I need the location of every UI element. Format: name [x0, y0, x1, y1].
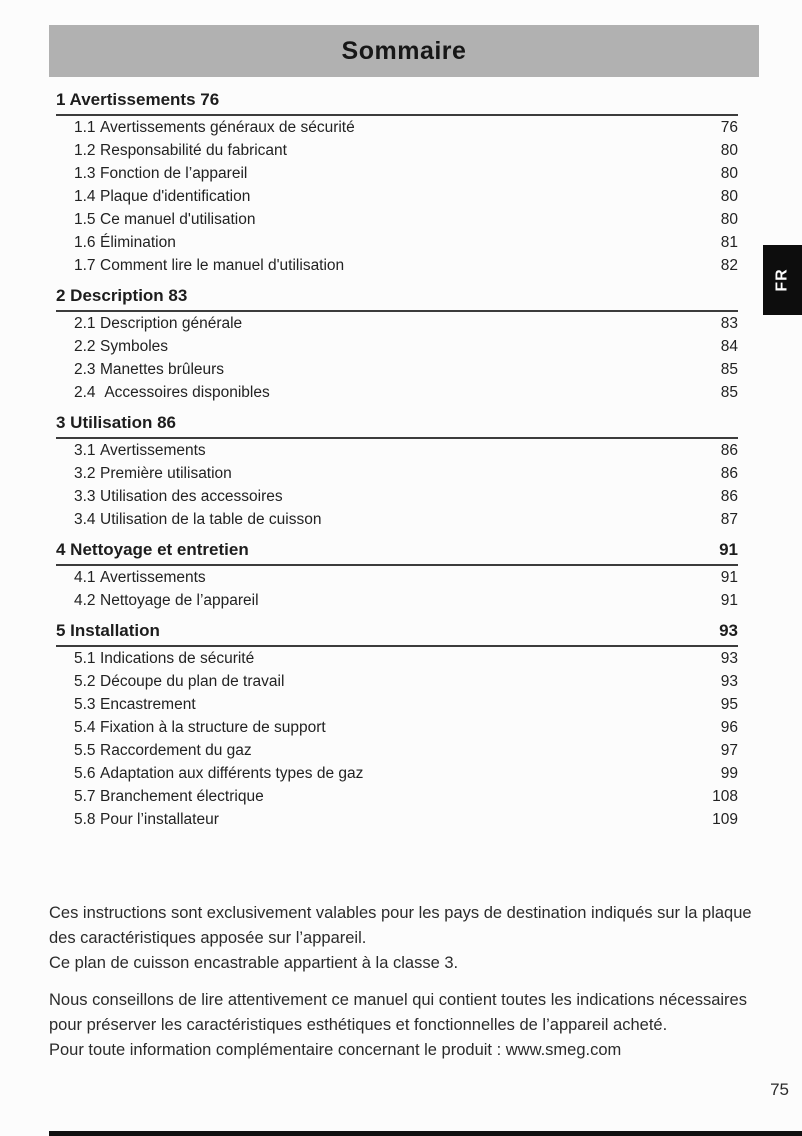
- toc-section-page: 91: [719, 540, 738, 559]
- toc-entry-page: 85: [720, 384, 738, 401]
- toc-entry-title: Branchement électrique: [100, 788, 264, 805]
- toc-entry-page: 85: [720, 361, 738, 378]
- toc-entry: [56, 162, 738, 185]
- page-title: Sommaire: [341, 36, 467, 65]
- toc-entry: [56, 508, 738, 531]
- bottom-rule: [49, 1131, 802, 1136]
- toc-entry-number: 2.3: [74, 361, 96, 378]
- toc-entry: [56, 185, 738, 208]
- toc-entry: [56, 231, 738, 254]
- toc-entry-page: 96: [720, 719, 738, 736]
- toc-entry-number: 5.2: [74, 673, 96, 690]
- toc-entry-number: 1.2: [74, 142, 96, 159]
- toc-entry-title: Symboles: [100, 338, 169, 355]
- toc-entry-page: 84: [720, 338, 738, 355]
- toc-entry: [56, 785, 738, 808]
- toc-entry-title: Fonction de l’appareil: [100, 165, 248, 182]
- footer-notes: [49, 901, 753, 1063]
- toc-entry: [56, 589, 738, 612]
- toc-entry-number: 1.5: [74, 211, 96, 228]
- toc-entry: [56, 358, 738, 381]
- toc-entry-page: 80: [720, 211, 738, 228]
- toc-entry-title: Raccordement du gaz: [100, 742, 252, 759]
- toc-entry-page: 76: [720, 119, 738, 136]
- toc-entry: [56, 739, 738, 762]
- toc-entry-page: 82: [720, 257, 738, 274]
- toc-entry: [56, 312, 738, 335]
- toc-section-label: 1 Avertissements 76: [56, 90, 220, 109]
- toc-entry-title: Utilisation des accessoires: [100, 488, 283, 505]
- toc-section-label: 4 Nettoyage et entretien: [56, 540, 249, 559]
- language-tab-label: FR: [773, 268, 791, 292]
- toc-entry: [56, 116, 738, 139]
- toc-entry-page: 97: [720, 742, 738, 759]
- toc-entry: [56, 335, 738, 358]
- toc-entry-title: Élimination: [100, 234, 176, 251]
- toc-entry-title: Première utilisation: [100, 465, 232, 482]
- toc-entry: [56, 670, 738, 693]
- toc-entry-number: 1.4: [74, 188, 96, 205]
- toc-section-heading: [56, 540, 738, 566]
- toc-entry: [56, 254, 738, 277]
- toc-entry-number: 3.2: [74, 465, 96, 482]
- note-read-manual: Nous conseillons de lire attentivement ce manuel qui contient toutes les indications nécessaires pour préserver les caractéristiques esthétiques et fonctionnelles de l’appareil acheté.: [49, 991, 747, 1034]
- toc-entry: [56, 566, 738, 589]
- toc-entry-page: 93: [720, 673, 738, 690]
- toc-entry-title: Découpe du plan de travail: [100, 673, 285, 690]
- toc-entry: [56, 208, 738, 231]
- toc-entry: [56, 808, 738, 831]
- note-appliance-class: Ce plan de cuisson encastrable appartient à la classe 3.: [49, 954, 459, 972]
- toc-entry-page: 108: [712, 788, 738, 805]
- toc-section-label: 2 Description 83: [56, 286, 188, 305]
- toc-entry: [56, 381, 738, 404]
- toc-entry-number: 3.4: [74, 511, 96, 528]
- toc-entry-title: Accessoires disponibles: [100, 384, 270, 401]
- toc-entry: [56, 693, 738, 716]
- toc-entry-title: Ce manuel d'utilisation: [100, 211, 256, 228]
- toc-entry-title: Utilisation de la table de cuisson: [100, 511, 322, 528]
- toc-entry-number: 2.1: [74, 315, 96, 332]
- toc-entry-page: 86: [720, 465, 738, 482]
- note-destination-countries: Ces instructions sont exclusivement valables pour les pays de destination indiqués sur la plaque des caractéristiques apposée sur l’appareil.: [49, 904, 752, 947]
- toc-entry-number: 1.6: [74, 234, 96, 251]
- toc-entry: [56, 462, 738, 485]
- toc-entry-title: Manettes brûleurs: [100, 361, 225, 378]
- toc-entry-number: 5.8: [74, 811, 96, 828]
- toc-entry-page: 86: [720, 488, 738, 505]
- toc-section-heading: [56, 90, 738, 116]
- toc-entry-title: Avertissements généraux de sécurité: [100, 119, 355, 136]
- toc-entry-page: 99: [720, 765, 738, 782]
- language-tab: [763, 245, 802, 315]
- toc-entry-number: 5.1: [74, 650, 96, 667]
- toc-entry-number: 5.5: [74, 742, 96, 759]
- toc-entry-number: 2.4: [74, 384, 96, 401]
- toc-entry: [56, 647, 738, 670]
- toc-entry-page: 81: [720, 234, 738, 251]
- toc-entry-title: Fixation à la structure de support: [100, 719, 326, 736]
- toc-section-heading: [56, 621, 738, 647]
- toc-entry: [56, 139, 738, 162]
- toc-entry-title: Adaptation aux différents types de gaz: [100, 765, 364, 782]
- toc-entry-page: 86: [720, 442, 738, 459]
- toc-entry-page: 80: [720, 188, 738, 205]
- toc-entry-title: Plaque d'identification: [100, 188, 251, 205]
- toc-entry: [56, 439, 738, 462]
- toc-entry-title: Avertissements: [100, 442, 206, 459]
- toc-entry-page: 80: [720, 165, 738, 182]
- toc-entry-title: Encastrement: [100, 696, 196, 713]
- toc-entry-title: Nettoyage de l’appareil: [100, 592, 259, 609]
- toc-entry-page: 91: [720, 569, 738, 586]
- toc-entry-title: Responsabilité du fabricant: [100, 142, 287, 159]
- toc-entry-page: 87: [720, 511, 738, 528]
- page-number: 75: [770, 1080, 789, 1099]
- toc-entry-number: 1.1: [74, 119, 96, 136]
- toc-entry-page: 95: [720, 696, 738, 713]
- toc-entry: [56, 716, 738, 739]
- toc-entry-number: 1.7: [74, 257, 96, 274]
- toc-entry-title: Description générale: [100, 315, 243, 332]
- table-of-contents: [56, 90, 738, 831]
- toc-entry-page: 93: [720, 650, 738, 667]
- toc-entry: [56, 485, 738, 508]
- toc-entry-number: 5.4: [74, 719, 96, 736]
- toc-entry-title: Comment lire le manuel d'utilisation: [100, 257, 345, 274]
- toc-entry-page: 109: [712, 811, 738, 828]
- toc-entry-number: 3.1: [74, 442, 96, 459]
- toc-entry-number: 5.6: [74, 765, 96, 782]
- header-bar: [49, 25, 759, 77]
- toc-entry-number: 4.2: [74, 592, 96, 609]
- toc-section-page: 93: [719, 621, 738, 640]
- toc-entry-number: 4.1: [74, 569, 96, 586]
- toc-entry: [56, 762, 738, 785]
- toc-entry-title: Indications de sécurité: [100, 650, 255, 667]
- toc-section-heading: [56, 286, 738, 312]
- toc-entry-title: Avertissements: [100, 569, 206, 586]
- toc-entry-page: 91: [720, 592, 738, 609]
- toc-entry-number: 1.3: [74, 165, 96, 182]
- note-website: Pour toute information complémentaire concernant le produit : www.smeg.com: [49, 1041, 622, 1059]
- toc-section-label: 5 Installation: [56, 621, 160, 640]
- toc-entry-number: 5.3: [74, 696, 96, 713]
- toc-entry-number: 5.7: [74, 788, 96, 805]
- toc-entry-number: 3.3: [74, 488, 96, 505]
- toc-entry-title: Pour l’installateur: [100, 811, 219, 828]
- toc-section-heading: [56, 413, 738, 439]
- toc-section-label: 3 Utilisation 86: [56, 413, 176, 432]
- toc-entry-page: 83: [720, 315, 738, 332]
- toc-entry-number: 2.2: [74, 338, 96, 355]
- toc-entry-page: 80: [720, 142, 738, 159]
